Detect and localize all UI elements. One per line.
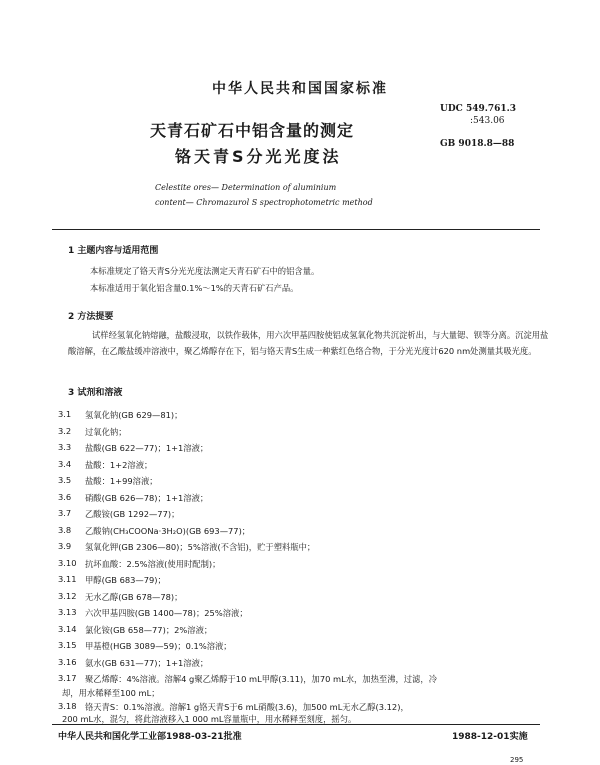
gb-number: GB 9018.8—88 (440, 139, 515, 149)
document-title: 天青石矿石中铝含量的测定 (150, 121, 355, 140)
item-text: 过氧化钠； (85, 426, 127, 437)
item-text: 抗坏血酸：2.5%溶液(使用时配制)； (85, 558, 221, 569)
item-number: 3.11 (58, 574, 77, 584)
item-text: 盐酸(GB 622—77)；1+1溶液； (85, 443, 209, 453)
item-number: 3.15 (58, 640, 77, 650)
page-number: 295 (510, 756, 524, 764)
item-text: 甲醇(GB 683—79)； (85, 575, 166, 585)
item-number: 3.2 (58, 425, 72, 436)
section-heading: 1 主题内容与适用范围 (68, 246, 159, 256)
item-text: 聚乙烯醇：4%溶液。溶解4 g聚乙烯醇于10 mL甲醇(3.11)，加70 mL水，加热至沸，过滤，冷 (85, 674, 438, 684)
document-subtitle: 铬天青S分光光度法 (175, 147, 342, 166)
item-text: 氢氧化钾(GB 2306—80)；5%溶液(不含铝)，贮于塑料瓶中； (85, 542, 316, 552)
item-number: 3.13 (58, 607, 77, 617)
implementation-date: 1988-12-01实施 (452, 732, 528, 742)
paragraph: 本标准适用于氧化铝含量0.1%～1%的天青石矿石产品。 (90, 283, 299, 293)
item-text: 六次甲基四胺(GB 1400—78)；25%溶液； (85, 608, 248, 618)
english-title-line2: content— Chromazurol S spectrophotometric method (155, 198, 373, 207)
item-text: 无水乙醇(GB 678—78)； (85, 591, 183, 602)
item-number: 3.16 (58, 656, 77, 667)
item-number: 3.17 (58, 673, 77, 683)
paragraph: 试样经氢氧化钠熔融，盐酸浸取，以铁作载体，用六次甲基四胺使铝成氢氧化物共沉淀析出，与大量锶、钡等分离。沉淀用盐酸溶解，在乙酸盐缓冲溶液中，聚乙烯醇存在下，铝与铬天青S生成一种紫红色络合物，于分光光度计620 nm处测量其吸光度。 (68, 330, 549, 356)
item-text: 氨水(GB 631—77)；1+1溶液； (85, 657, 209, 668)
item-text: 氯化铵(GB 658—77)；2%溶液； (85, 624, 213, 635)
section-heading: 2 方法提要 (68, 312, 114, 322)
item-text: 铬天青S：0.1%溶液。溶解1 g铬天青S于6 mL硝酸(3.6)，加500 mL无水乙醇(3.12)， (85, 702, 409, 712)
item-number: 3.10 (58, 557, 77, 568)
item-text: 乙酸铵(GB 1292—77)； (85, 509, 180, 519)
approval-text: 中华人民共和国化学工业部1988-03-21批准 (58, 732, 242, 742)
header-divider (52, 229, 540, 230)
paragraph: 本标准规定了铬天青S分光光度法测定天青石矿石中的铝含量。 (90, 266, 320, 276)
item-text: 甲基橙(HGB 3089—59)；0.1%溶液； (85, 641, 232, 651)
standard-name: 中华人民共和国国家标准 (212, 81, 388, 97)
item-number: 3.4 (58, 458, 72, 469)
list-item-continuation: 却，用水稀释至100 mL； (62, 688, 160, 698)
item-number: 3.14 (58, 623, 77, 634)
udc-code-continued: :543.06 (470, 116, 505, 126)
item-text: 乙酸钠(CH₃COONa·3H₂O)(GB 693—77)； (85, 525, 251, 536)
item-number: 3.7 (58, 508, 72, 518)
item-number: 3.12 (58, 590, 77, 601)
item-number: 3.9 (58, 541, 72, 551)
item-text: 盐酸：1+99溶液； (85, 476, 158, 486)
section-heading: 3 试剂和溶液 (68, 388, 123, 398)
list-item-continuation: 200 mL水，混匀，将此溶液移入1 000 mL容量瓶中，用水稀释至刻度，摇匀。 (62, 714, 357, 724)
item-text: 盐酸：1+2溶液； (85, 459, 153, 470)
item-number: 3.5 (58, 475, 72, 485)
item-number: 3.3 (58, 442, 72, 452)
item-text: 硝酸(GB 626—78)；1+1溶液； (85, 492, 209, 503)
item-number: 3.8 (58, 524, 72, 535)
item-text: 氢氧化钠(GB 629—81)； (85, 410, 183, 420)
english-title-line1: Celestite ores— Determination of aluminium (155, 183, 337, 192)
item-number: 3.1 (58, 409, 72, 419)
udc-code: UDC 549.761.3 (440, 104, 517, 114)
item-number: 3.6 (58, 491, 72, 502)
item-number: 3.18 (58, 701, 77, 711)
